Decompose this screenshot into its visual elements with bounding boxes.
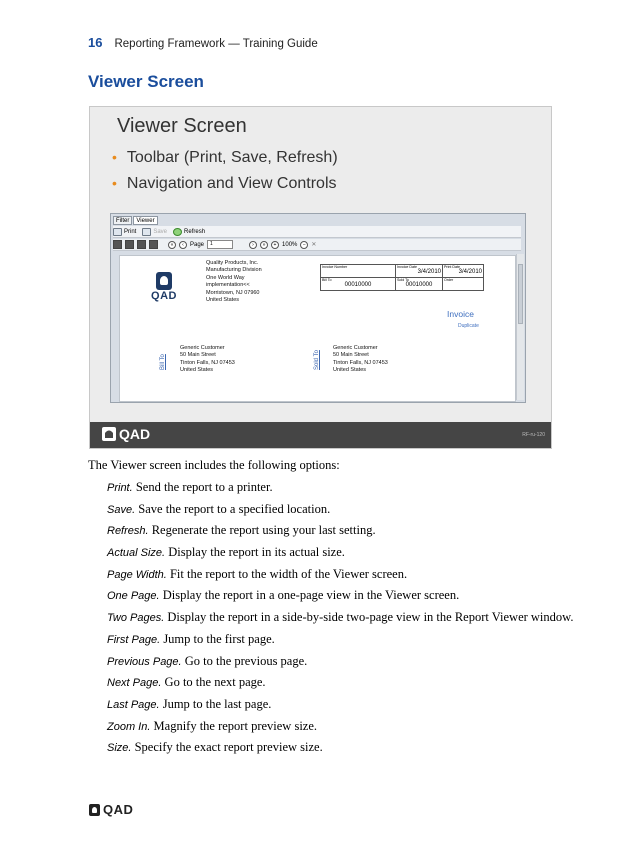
sold-to-address — [333, 345, 388, 375]
option-item — [107, 588, 574, 610]
last-page-icon[interactable]: » — [260, 241, 268, 249]
cell-label: Sold To — [397, 278, 409, 282]
option-term: First Page. — [107, 633, 161, 646]
option-term: Zoom In. — [107, 720, 151, 733]
page-number-input[interactable]: 1 — [207, 240, 233, 249]
viewer-tabs — [113, 216, 158, 225]
refresh-label: Refresh — [184, 228, 206, 235]
viewer-nav-bar — [113, 239, 521, 251]
bullet-text: Toolbar (Print, Save, Refresh) — [126, 149, 338, 166]
option-term: Refresh. — [107, 525, 149, 538]
close-report-icon[interactable]: ✕ — [311, 242, 317, 248]
print-label: Print — [124, 228, 137, 235]
running-header — [88, 35, 318, 50]
address-line: United States — [180, 367, 214, 374]
option-desc: Display the report in a one-page view in the Viewer screen. — [159, 588, 460, 603]
bill-to-cell — [321, 278, 396, 291]
option-term: Next Page. — [107, 677, 162, 690]
invoice-subtitle: Duplicate — [458, 323, 479, 329]
address-line: Generic Customer — [333, 345, 378, 351]
address-line: Morristown, NJ 07960 — [206, 289, 260, 296]
option-item — [107, 654, 574, 676]
bullet-text: Navigation and View Controls — [126, 175, 337, 192]
option-term: Two Pages. — [107, 612, 165, 625]
report-viewer-window — [110, 213, 526, 403]
sold-to-cell — [396, 278, 443, 291]
slide-bullet — [112, 175, 337, 193]
option-item — [107, 567, 574, 589]
cell-value: 00010000 — [405, 282, 433, 288]
option-desc: Go to the next page. — [161, 675, 266, 690]
option-item — [107, 610, 574, 632]
option-desc: Display the report in its actual size. — [165, 545, 345, 560]
address-line: Quality Products, Inc. — [206, 260, 259, 266]
report-preview-page — [119, 255, 516, 402]
options-list — [107, 480, 574, 762]
address-line: Manufacturing Division — [206, 267, 262, 274]
invoice-title: Invoice — [447, 309, 474, 319]
address-line: 50 Main Street — [180, 352, 216, 359]
invoice-header-table — [320, 264, 484, 291]
bullet-dot-icon: • — [112, 149, 117, 165]
option-term: One Page. — [107, 590, 160, 603]
address-line: 50 Main Street — [333, 352, 369, 359]
invoice-number-cell — [321, 265, 396, 278]
save-label: Save — [153, 228, 168, 235]
page-label: Page — [190, 241, 205, 248]
invoice-logo — [146, 272, 182, 302]
address-line: Tinton Falls, NJ 07453 — [180, 359, 235, 366]
footer-logo — [102, 426, 150, 442]
slide-title: Viewer Screen — [117, 115, 247, 137]
option-desc: Fit the report to the width of the Viewer screen. — [166, 566, 408, 581]
first-page-icon[interactable]: « — [168, 241, 176, 249]
page-logo — [89, 802, 133, 817]
option-desc: Magnify the report preview size. — [150, 718, 318, 733]
option-term: Save. — [107, 503, 136, 516]
address-line: implementation<< — [206, 282, 250, 289]
cell-label: Invoice Date — [397, 265, 417, 269]
slide-footer — [90, 422, 551, 448]
address-line: Tinton Falls, NJ 07453 — [333, 359, 388, 366]
option-item — [107, 740, 574, 762]
cell-label: Print Date — [444, 265, 460, 269]
option-item — [107, 480, 574, 502]
option-desc: Send the report to a printer. — [132, 480, 273, 494]
zoom-value[interactable]: 100% — [282, 241, 298, 248]
save-button[interactable] — [142, 228, 167, 236]
option-term: Previous Page. — [107, 655, 182, 668]
company-address — [206, 260, 262, 304]
option-item — [107, 675, 574, 697]
page-width-icon[interactable] — [125, 240, 134, 249]
order-cell — [443, 278, 484, 291]
save-icon — [142, 228, 151, 236]
address-line: One World Way — [206, 274, 245, 281]
bill-to-label: Bill To — [160, 354, 166, 370]
qad-logo-icon — [89, 804, 100, 816]
cell-label: Invoice Number — [322, 265, 348, 269]
sold-to-label: Sold To — [314, 350, 320, 370]
address-line: United States — [206, 297, 240, 304]
option-desc: Regenerate the report using your last setting. — [148, 523, 376, 538]
option-item — [107, 719, 574, 741]
intro-text: The Viewer screen includes the following options: — [88, 458, 340, 472]
running-title: Reporting Framework — Training Guide — [114, 38, 318, 50]
cell-label: Bill To — [322, 278, 332, 282]
option-item — [107, 502, 574, 524]
page-number: 16 — [88, 35, 103, 50]
printer-icon — [113, 228, 122, 236]
option-item — [107, 697, 574, 719]
option-term: Actual Size. — [107, 547, 166, 560]
next-page-icon[interactable]: › — [249, 241, 257, 249]
actual-size-icon[interactable] — [113, 240, 122, 249]
tab-filter[interactable]: Filter — [113, 216, 132, 225]
logo-text: QAD — [151, 290, 177, 302]
qad-logo-icon — [102, 427, 116, 441]
option-item — [107, 632, 574, 654]
cell-label: Order — [444, 278, 454, 282]
scrollbar-thumb[interactable] — [518, 264, 523, 324]
option-desc: Jump to the last page. — [159, 696, 272, 711]
one-page-icon[interactable] — [137, 240, 146, 249]
slide-bullet — [112, 149, 338, 167]
refresh-icon — [173, 228, 182, 236]
option-term: Size. — [107, 742, 132, 755]
invoice-date-cell — [396, 265, 443, 278]
tab-viewer[interactable]: Viewer — [133, 216, 157, 225]
option-desc: Jump to the first page. — [160, 631, 275, 646]
qad-logo-icon — [156, 272, 172, 290]
option-desc: Save the report to a specified location. — [135, 501, 331, 516]
bullet-dot-icon: • — [112, 175, 117, 191]
option-desc: Go to the previous page. — [181, 653, 308, 668]
bill-to-address — [180, 345, 235, 375]
footer-logo-text: QAD — [119, 426, 151, 442]
refresh-button[interactable] — [173, 228, 205, 236]
option-term: Print. — [107, 482, 133, 494]
option-item — [107, 545, 574, 567]
zoom-out-icon[interactable]: − — [300, 241, 308, 249]
slide-code: RF-ru-120 — [522, 432, 545, 438]
viewer-scrollbar[interactable] — [516, 254, 524, 400]
option-item — [107, 523, 574, 545]
slide-screenshot — [89, 106, 552, 449]
zoom-in-icon[interactable]: + — [271, 241, 279, 249]
option-term: Page Width. — [107, 568, 167, 581]
address-line: United States — [333, 367, 367, 374]
address-line: Generic Customer — [180, 345, 225, 351]
page-logo-text: QAD — [103, 802, 134, 817]
print-button[interactable] — [113, 228, 136, 236]
option-term: Last Page. — [107, 698, 160, 711]
previous-page-icon[interactable]: ‹ — [179, 241, 187, 249]
two-pages-icon[interactable] — [149, 240, 158, 249]
cell-value: 3/4/2010 — [417, 269, 441, 275]
print-date-cell — [443, 265, 484, 278]
section-title: Viewer Screen — [88, 72, 204, 91]
cell-value: 3/4/2010 — [458, 269, 482, 275]
option-desc: Specify the exact report preview size. — [131, 740, 323, 755]
option-desc: Display the report in a side-by-side two-page view in the Report Viewer window. — [164, 610, 574, 625]
cell-value: 00010000 — [344, 282, 372, 288]
viewer-toolbar — [113, 226, 521, 238]
